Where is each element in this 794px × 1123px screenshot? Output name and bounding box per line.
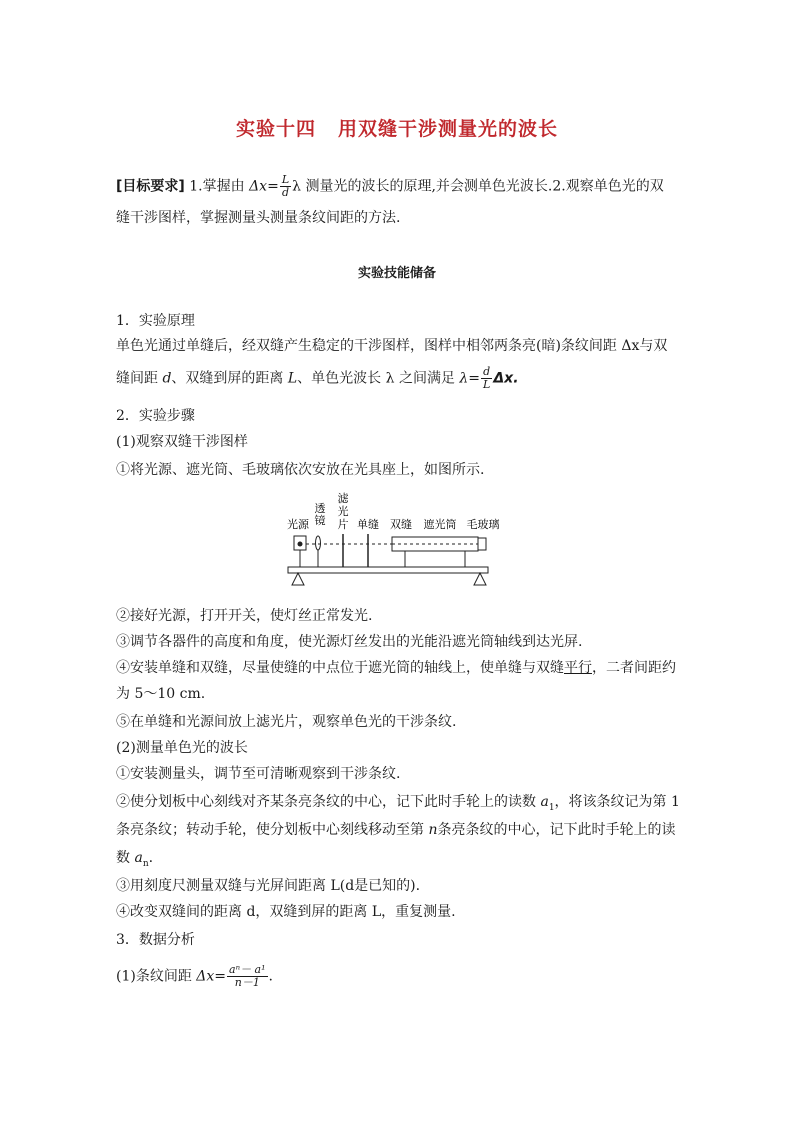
label-glass: 毛玻璃 xyxy=(466,518,500,531)
label-filter-3: 片 xyxy=(337,518,349,531)
step-2-2-cont xyxy=(116,820,675,840)
text: ，将该条纹记为第 1 xyxy=(554,794,680,810)
goal-label: [目标要求] xyxy=(116,178,185,195)
label-double-slit: 双缝 xyxy=(390,518,412,531)
goal-line-2: 缝干涉图样，掌握测量头测量条纹间距的方法. xyxy=(116,210,401,226)
title-number: 实验十四 xyxy=(235,118,316,140)
fraction-denominator: d xyxy=(281,186,289,199)
step-1-4-cont: 为 5～10 cm. xyxy=(116,686,206,702)
step-1-5: ⑤在单缝和光源间放上滤光片，观察单色光的干涉条纹. xyxy=(116,714,457,730)
formula-tail: . xyxy=(268,968,273,985)
page-title xyxy=(0,114,794,141)
analysis-heading: 3．数据分析 xyxy=(116,932,195,948)
text: (1)条纹间距 xyxy=(116,968,192,985)
text: 之间满足 xyxy=(398,370,455,387)
subscript: 1 xyxy=(548,802,555,813)
section-title: 实验技能储备 xyxy=(357,266,436,281)
fraction xyxy=(280,174,291,199)
step-1-2: ②接好光源，打开开关，使灯丝正常发光. xyxy=(116,608,373,624)
steps-sub2: (2)测量单色光的波长 xyxy=(116,740,248,756)
goal-text: 1.掌握由 xyxy=(189,178,245,195)
label-lens-1: 透 xyxy=(314,502,326,515)
optical-bench xyxy=(288,567,488,573)
glass-screen xyxy=(478,538,486,550)
label-light-source: 光源 xyxy=(287,518,309,531)
fraction xyxy=(227,964,267,989)
fraction-denominator: n－1 xyxy=(234,976,260,989)
principle-heading: 1．实验原理 xyxy=(116,313,195,329)
fraction-numerator: aⁿ－ a¹ xyxy=(229,963,266,976)
step-1-1: ①将光源、遮光筒、毛玻璃依次安放在光具座上，如图所示. xyxy=(116,462,485,478)
apparatus-diagram xyxy=(280,488,520,598)
step-2-2 xyxy=(116,792,680,818)
text: 数 xyxy=(116,850,130,866)
steps-sub1: (1)观察双缝干涉图样 xyxy=(116,434,248,450)
goal-line-1 xyxy=(116,174,664,199)
label-single-slit: 单缝 xyxy=(357,518,379,531)
label-filter-1: 滤 xyxy=(337,492,349,505)
formula-lhs: Δx= xyxy=(196,968,227,985)
step-2-1: ①安装测量头，调节至可清晰观察到干涉条纹. xyxy=(116,766,401,782)
bench-foot-right xyxy=(474,573,486,585)
step-1-3: ③调节各器件的高度和角度，使光源灯丝发出的光能沿遮光筒轴线到达光屏. xyxy=(116,634,583,650)
fraction-denominator: L xyxy=(483,378,491,391)
var-a: a xyxy=(540,794,549,810)
underlined-text: 平行 xyxy=(564,660,592,676)
text: . xyxy=(148,850,154,866)
step-1-4 xyxy=(116,658,676,678)
formula-tail: λ xyxy=(292,178,301,195)
text: ，二者间距约 xyxy=(592,660,676,676)
lens-shape xyxy=(316,536,321,550)
text: 、单色光波长 xyxy=(297,370,382,387)
text: 缝间距 xyxy=(116,370,158,387)
var-n: n xyxy=(428,822,438,838)
analysis-item-1 xyxy=(116,964,273,989)
text: 条亮条纹；转动手轮，使分划板中心刻线移动至第 xyxy=(116,822,424,838)
formula-lhs: Δx= xyxy=(249,178,279,195)
var-a: a xyxy=(134,850,143,866)
fraction xyxy=(481,366,492,391)
goal-text-rest: 测量光的波长的原理,并会测单色光波长.2.观察单色光的双 xyxy=(305,178,664,195)
text: 条亮条纹的中心，记下此时手轮上的读 xyxy=(437,822,676,838)
steps-heading: 2．实验步骤 xyxy=(116,408,195,424)
step-2-3: ③用刻度尺测量双缝与光屏间距离 L(d是已知的). xyxy=(116,878,421,894)
principle-line-1: 单色光通过单缝后，经双缝产生稳定的干涉图样，图样中相邻两条亮(暗)条纹间距 Δx与双 xyxy=(116,338,668,354)
text: 、双缝到屏的距离 xyxy=(171,370,284,387)
formula-lhs: λ= xyxy=(459,370,481,387)
text: ④安装单缝和双缝，尽量使缝的中点位于遮光筒的轴线上，使单缝与双缝 xyxy=(116,660,564,676)
fraction-numerator: d xyxy=(481,366,492,379)
step-2-2-cont2 xyxy=(116,848,153,874)
principle-line-2 xyxy=(116,366,519,391)
bench-foot-left xyxy=(292,573,304,585)
formula-tail: Δx. xyxy=(493,370,519,387)
title-text: 用双缝干涉测量光的波长 xyxy=(338,118,559,140)
subscript: n xyxy=(142,858,149,869)
label-tube: 遮光筒 xyxy=(423,518,457,531)
text: ②使分划板中心刻线对齐某条亮条纹的中心，记下此时手轮上的读数 xyxy=(116,794,536,810)
light-bulb xyxy=(298,542,303,547)
var-L: L xyxy=(287,370,298,387)
fraction-numerator: L xyxy=(281,173,290,186)
label-filter-2: 光 xyxy=(337,505,349,518)
step-2-4: ④改变双缝间的距离 d，双缝到屏的距离 L，重复测量. xyxy=(116,904,456,920)
var-d: d xyxy=(162,370,172,387)
var-lambda: λ xyxy=(385,370,395,387)
label-lens-2: 镜 xyxy=(314,514,326,527)
